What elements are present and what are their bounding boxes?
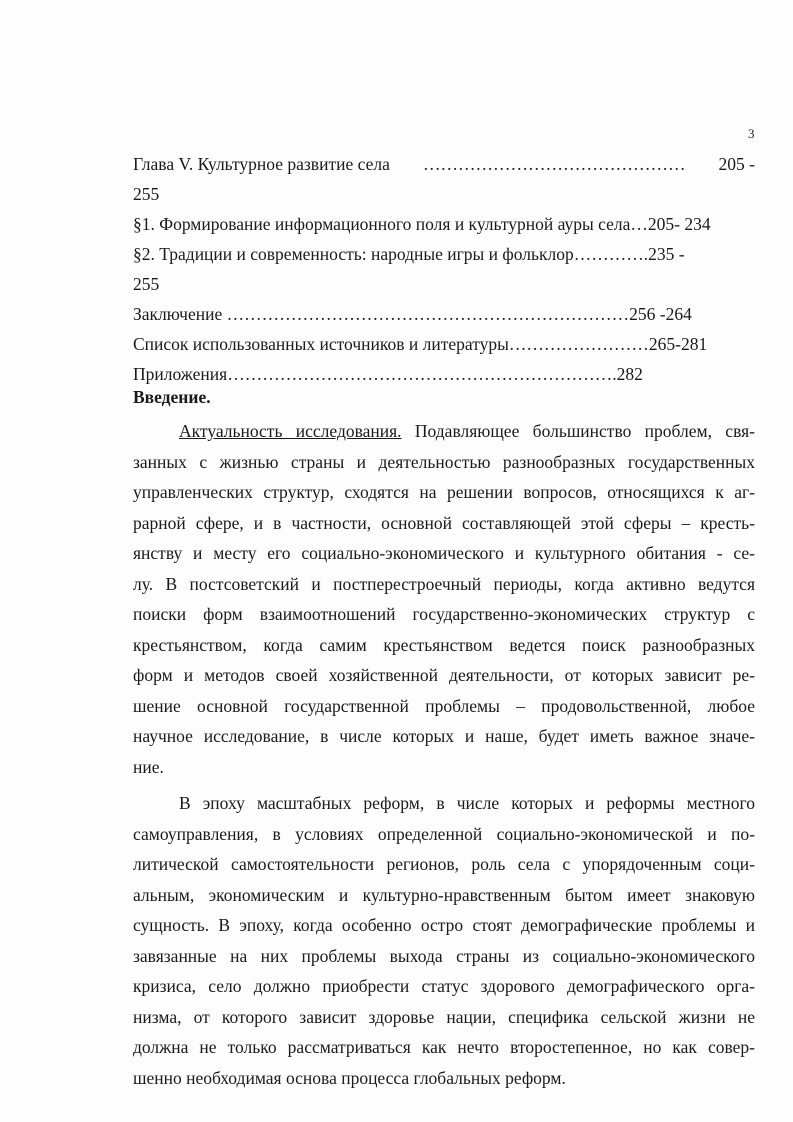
toc-chapter5-dots: ……………………………………… xyxy=(422,154,686,174)
toc-entry-section-1: §1. Формирование информационного поля и культурной ауры села…205- 234 xyxy=(133,214,711,234)
paragraph-2-line: сущность. В эпоху, когда особенно остро стоят демографические проблемы и xyxy=(133,915,755,935)
table-of-contents xyxy=(133,149,755,389)
toc-entry-chapter-5 xyxy=(133,149,755,179)
paragraph-1-line: поиски форм взаимоотношений государственно-экономических структур с xyxy=(133,604,755,624)
paragraph-2-line: литической самостоятельности регионов, роль села с упорядоченным соци- xyxy=(133,854,755,874)
paragraph-1-line: занных с жизнью страны и деятельностью разнообразных государственных xyxy=(133,451,755,472)
paragraph-1-line: рарной сфере, и в частности, основной составляющей этой сферы – кресть- xyxy=(133,512,755,533)
paragraph-1-line: ние. xyxy=(133,756,164,777)
paragraph-2-line: шенно необходимая основа процесса глобальных реформ. xyxy=(133,1067,566,1088)
paragraph-1-line: крестьянством, когда самим крестьянством ведется поиск разнообразных xyxy=(133,634,755,655)
paragraph-1-line: янству и месту его социально-экономического и культурного обитания - се- xyxy=(133,543,755,563)
paragraph-2-line: В эпоху масштабных реформ, в числе которых и реформы местного xyxy=(179,793,755,813)
paragraph-1-line: Актуальность исследования. Подавляющее большинство проблем, свя- xyxy=(179,421,755,441)
paragraph-2-line: низма, от которого зависит здоровье нации, специфика сельской жизни не xyxy=(133,1006,755,1027)
paragraph-2-line: завязанные на них проблемы выхода страны из социально-экономического xyxy=(133,945,755,966)
relevance-label: Актуальность исследования. xyxy=(179,421,402,441)
toc-entry-conclusion: Заключение ……………………………………………………………256 -264 xyxy=(133,304,692,324)
paragraph-1-line: лу. В постсоветский и постперестроечный периоды, когда активно ведутся xyxy=(133,573,755,594)
introduction-body xyxy=(133,416,755,1093)
paragraph-2-line: самоуправления, в условиях определенной социально-экономической и по- xyxy=(133,823,755,844)
section-heading-introduction: Введение. xyxy=(133,387,211,407)
toc-entry-sources: Список использованных источников и литературы……………………265-281 xyxy=(133,334,708,354)
toc-chapter5-pages-continued: 255 xyxy=(133,184,160,204)
paragraph-2-line: должна не только рассматриваться как нечто второстепенное, но как совер- xyxy=(133,1037,755,1057)
paragraph-1-line: форм и методов своей хозяйственной деятельности, от которых зависит ре- xyxy=(133,665,755,685)
toc-entry-section-2: §2. Традиции и современность: народные игры и фольклор………….235 - xyxy=(133,244,685,264)
toc-section2-pages-continued: 255 xyxy=(133,274,160,294)
toc-entry-appendix: Приложения………………………………………………………….282 xyxy=(133,364,643,384)
paragraph-1-line: управленческих структур, сходятся на решении вопросов, относящихся к аг- xyxy=(133,482,755,502)
paragraph-1-line: шение основной государственной проблемы – продовольственной, любое xyxy=(133,695,755,716)
paragraph-2-line: альным, экономическим и культурно-нравственным бытом имеет знаковую xyxy=(133,884,755,905)
paragraph-2-line: кризиса, село должно приобрести статус здорового демографического орга- xyxy=(133,976,755,996)
page-number: 3 xyxy=(748,126,755,141)
paragraph-1-line: научное исследование, в числе которых и наше, будет иметь важное значе- xyxy=(133,726,755,746)
toc-chapter5-pages: 205 - xyxy=(718,154,755,174)
toc-chapter5-title: Глава V. Культурное развитие села xyxy=(133,154,390,174)
